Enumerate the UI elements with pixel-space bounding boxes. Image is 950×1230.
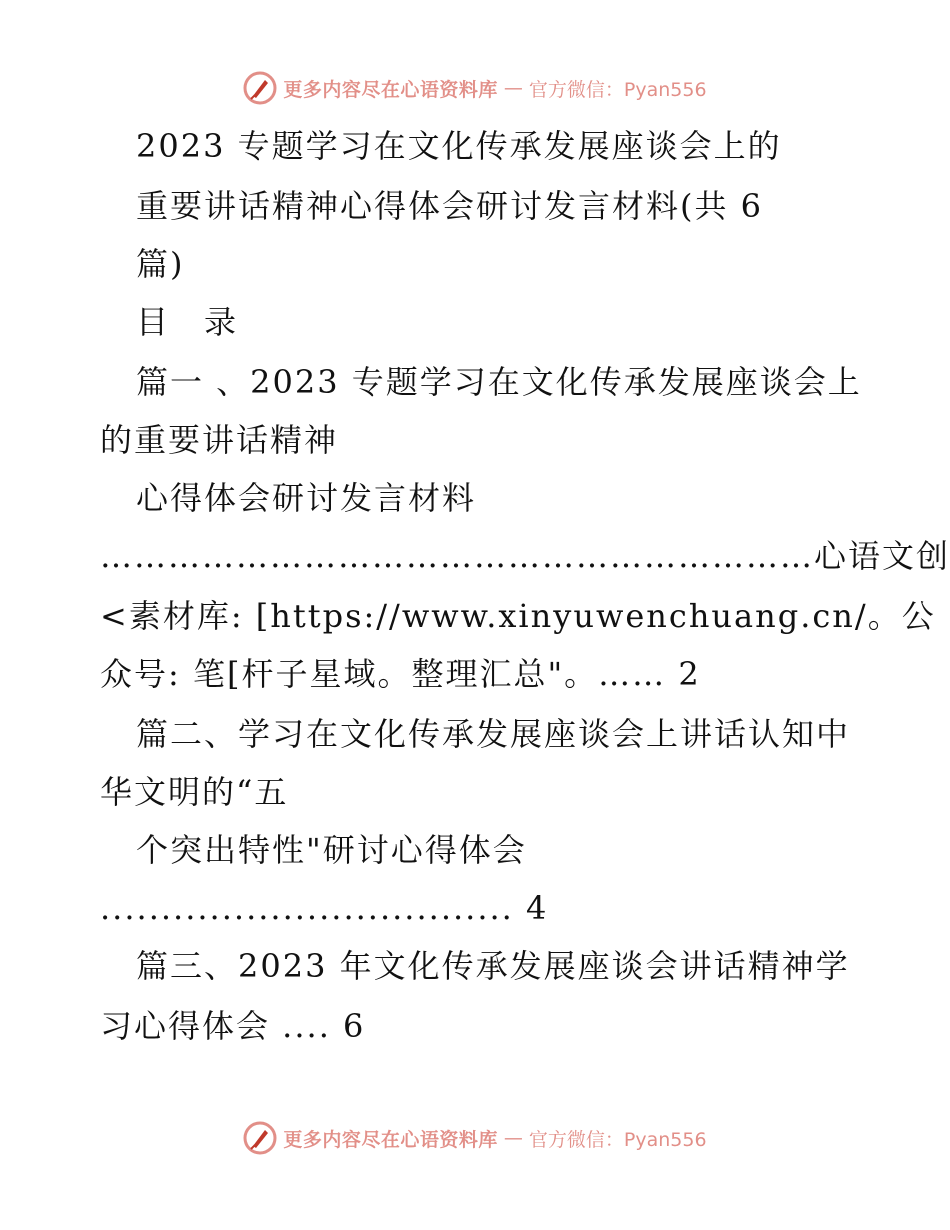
toc-entry-2-line-2: 华文明的“五 [100,773,289,811]
quill-logo-icon [243,1121,277,1155]
toc-entry-3-line-1: 篇三、2023 年文化传承发展座谈会讲话精神学 [136,947,850,985]
footer-watermark [0,1118,950,1158]
toc-entry-2-line-1: 篇二、学习在文化传承发展座谈会上讲话认知中 [136,715,851,753]
watermark-separator: — [503,77,523,99]
toc-source-line-2: 众号: 笔[杆子星域。整理汇总"。…… 2 [100,655,701,693]
toc-entry-2-page-line: .................................. 4 [100,889,549,927]
watermark-contact: 官方微信：Pyan556 [528,78,707,101]
doc-title-line-2: 重要讲话精神心得体会研讨发言材料(共 6 [136,187,764,225]
toc-entry-1-line-3: 心得体会研讨发言材料 [136,479,477,517]
toc-leader-line: ………………………………………………………心语文创 [100,537,950,575]
doc-title-line-3: 篇) [136,245,185,283]
watermark-contact: 官方微信：Pyan556 [528,1128,707,1151]
watermark-text: 更多内容尽在心语资料库 [283,1128,498,1151]
toc-entry-2-line-3: 个突出特性"研讨心得体会 [136,831,527,869]
watermark-separator: — [503,1127,523,1149]
toc-entry-3-line-2: 习心得体会 .... 6 [100,1007,366,1045]
quill-logo-icon [243,71,277,105]
toc-source-line-1: <素材库: [https://www.xinyuwenchuang.cn/。公 [100,597,936,635]
header-watermark [0,68,950,108]
watermark-text: 更多内容尽在心语资料库 [283,78,498,101]
doc-title-line-1: 2023 专题学习在文化传承发展座谈会上的 [136,127,782,165]
toc-entry-1-line-1: 篇一 、2023 专题学习在文化传承发展座谈会上 [136,363,862,401]
toc-heading: 目 录 [136,303,239,341]
toc-entry-1-line-2: 的重要讲话精神 [100,421,339,459]
